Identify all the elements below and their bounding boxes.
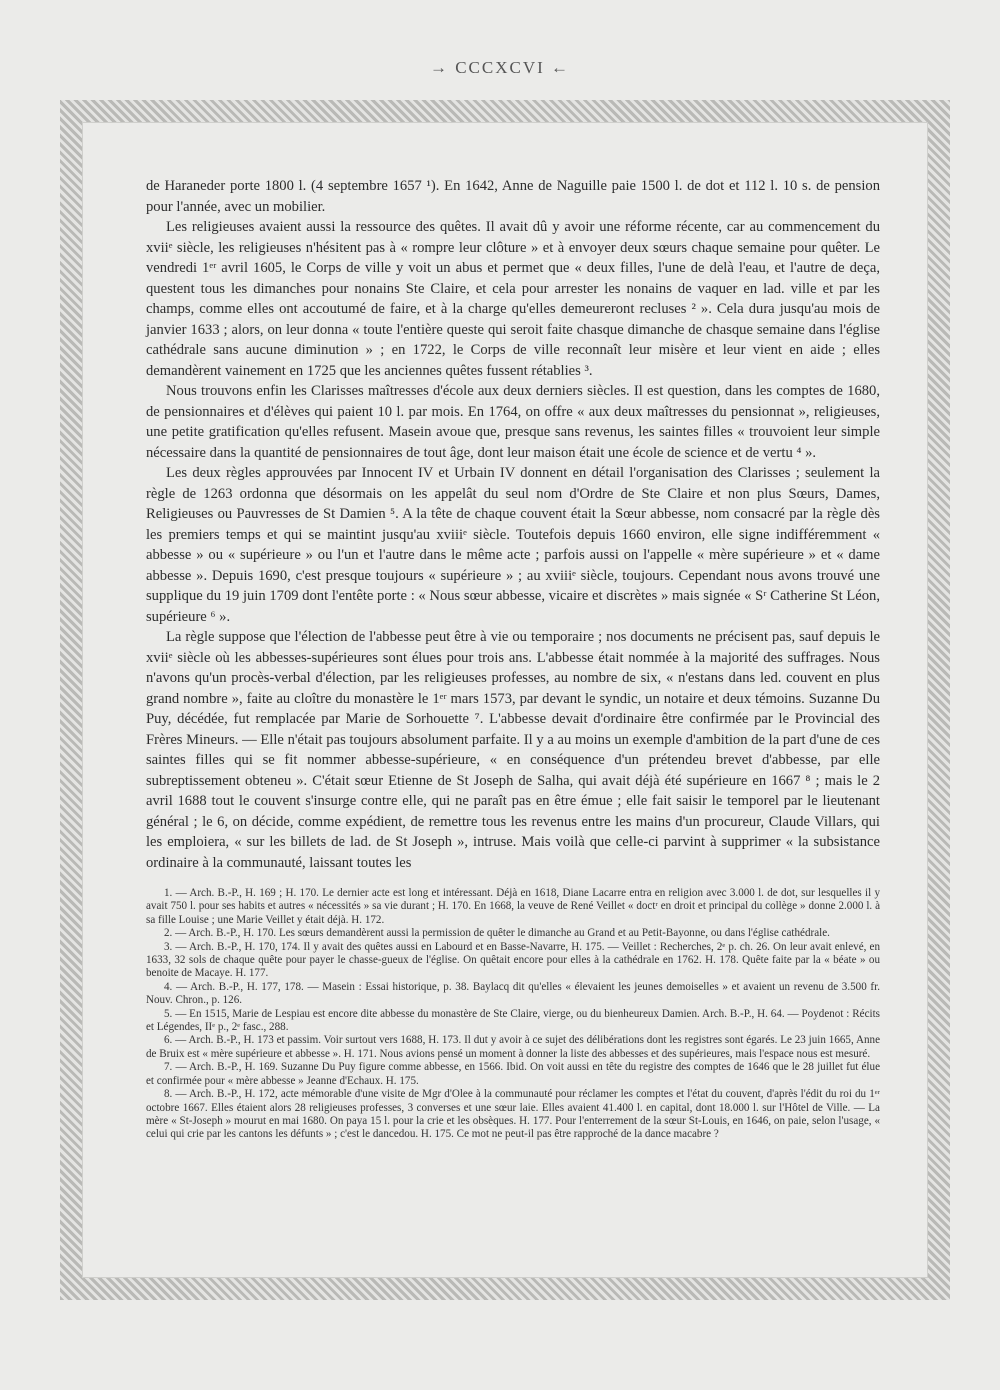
footnote: 6. — Arch. B.-P., H. 173 et passim. Voir surtout vers 1688, H. 173. Il dut y avoir à ce sujet des délibérations dont les registres sont égarés. Le 23 juin 1665, Anne de Bruix est « mère supérieure et abbesse ». H. 171. Nous avions pensé un moment à donner la liste des abbesses et des supérieures, mais l'espace nous est mesuré.	[146, 1034, 880, 1060]
paragraph: La règle suppose que l'élection de l'abbesse peut être à vie ou temporaire ; nos documents ne précisent pas, sauf depuis le xviiᵉ siècle où les abbesses-supérieures sont élues pour trois ans. L'abbesse était nommée à la majorité des suffrages. Nous n'avons qu'un procès-verbal d'élection, par les religieuses professes, au nombre de six, « n'estans dans led. couvent en plus grand nombre », faite au cloître du monastère le 1ᵉʳ mars 1573, par devant le syndic, un notaire et deux témoins. Suzanne Du Puy, décédée, fut remplacée par Marie de Sorhouette ⁷. L'abbesse devait d'ordinaire être confirmée par le Provincial des Frères Mineurs. — Elle n'était pas toujours absolument parfaite. Il y a au moins un exemple d'ambition de la part d'une de ces saintes filles qui se fit nommer abbesse-supérieure, « en conséquence d'un prétendeu brevet d'abbesse, par elle subreptissement obteneu ». C'était sœur Etienne de St Joseph de Salha, qui avait déjà été supérieure en 1667 ⁸ ; mais le 2 avril 1688 tout le couvent s'insurge contre elle, qui ne paraît pas en être émue ; elle fait saisir le temporel par le lieutenant général ; le 6, on décide, comme expédient, de remettre tous les revenus entre les mains d'un procureur, Claude Villars, qui les emploiera, « sur les billets de lad. de St Joseph », intruse. Mais voilà que celle-ci parvint à supprimer « la subsistance ordinaire à la communauté, laissant toutes les	[146, 629, 880, 871]
page-number: → CCCXCVI ←	[429, 58, 571, 77]
footnote: 1. — Arch. B.-P., H. 169 ; H. 170. Le dernier acte est long et intéressant. Déjà en 1618, Diane Lacarre entra en religion avec 3.000 l. de dot, sur lesquelles il y avait 750 l. pour ses habits et autres « nécessités » sa vie durant ; H. 170. En 1668, la veuve de René Veillet « doctʳ en droit et principal du collège » donne 2.000 l. à sa fille Louise ; une Marie Veillet y était déjà. H. 172.	[146, 887, 880, 926]
footnote: 8. — Arch. B.-P., H. 172, acte mémorable d'une visite de Mgr d'Olee à la communauté pour réclamer les comptes et l'état du couvent, d'après l'édit du roi du 1ᵉʳ octobre 1667. Elles étaient alors 28 religieuses professes, 3 converses et une sœur laie. Elles avaient 41.400 l. en capital, dont 18.000 l. sur l'Hôtel de Ville. — La mère « St-Joseph » mourut en mai 1680. On paya 15 l. pour la crie et les obsèques. H. 177. Pour l'enterrement de la sœur St-Louis, en 1646, on paie, selon l'usage, « celui qui crie par les cantons les défunts » ; c'est le dancedou. H. 175. Ce mot ne peut-il pas être rapproché de la dance macabre ?	[146, 1088, 880, 1141]
paragraph: Nous trouvons enfin les Clarisses maîtresses d'école aux deux derniers siècles. Il est question, dans les comptes de 1680, de pensionnaires et d'élèves qui paient 10 l. par mois. En 1764, on offre « aux deux maîtresses du pensionnat », religieuses, une petite gratification qu'elles refusent. Masein avoue que, presque sans revenus, les saintes filles « trouvoient leur simple nécessaire dans la quantité de pensionnaires de tout âge, dont leur maison était une école de science et de vertu ⁴ ».	[146, 383, 880, 461]
footnote: 2. — Arch. B.-P., H. 170. Les sœurs demandèrent aussi la permission de quêter le dimanche au Grand et au Petit-Bayonne, ou dans l'église cathédrale.	[164, 927, 830, 940]
footnote: 7. — Arch. B.-P., H. 169. Suzanne Du Puy figure comme abbesse, en 1566. Ibid. On voit aussi en tête du registre des comptes de 1646 que le 28 juillet fut élue et confirmée pour « mère abbesse » Jeanne d'Echaux. H. 175.	[146, 1061, 880, 1087]
footnotes	[146, 887, 880, 1142]
body-text	[146, 176, 880, 873]
footnote: 5. — En 1515, Marie de Lespiau est encore dite abbesse du monastère de Ste Claire, vierge, ou du bienheureux Damien. Arch. B.-P., H. 64. — Poydenot : Récits et Légendes, IIᵉ p., 2ᵉ fasc., 288.	[146, 1007, 880, 1034]
paragraph: Les religieuses avaient aussi la ressource des quêtes. Il avait dû y avoir une réforme récente, car au commencement du xviiᵉ siècle, les religieuses n'hésitent pas à « rompre leur clôture » et à envoyer deux sœurs chaque semaine pour quêter. Le vendredi 1ᵉʳ avril 1605, le Corps de ville y voit un abus et permet que « deux filles, l'une de delà l'eau, et l'autre de deça, questent tous les dimanches pour nonains Ste Claire, et cela pour arrester les nonains de vaquer en lad. ville et par les champs, comme elles ont accoutumé de faire, et à la charge qu'elles demeureront recluses ² ». Cela dura jusqu'au mois de janvier 1633 ; alors, on leur donna « toute l'entière queste qui seroit faite chasque dimanche de chasque semaine dans l'église cathédrale sans aucune diminution » ; en 1722, le Corps de ville reconnaît leur misère et leur vient en aide ; elles demandèrent vainement en 1725 que les anciennes quêtes fussent rétablies ³.	[146, 219, 880, 379]
paragraph: de Haraneder porte 1800 l. (4 septembre 1657 ¹). En 1642, Anne de Naguille paie 1500 l. de dot et 112 l. 10 s. de pension pour l'année, avec un mobilier.	[146, 178, 880, 215]
paragraph: Les deux règles approuvées par Innocent IV et Urbain IV donnent en détail l'organisation des Clarisses ; seulement la règle de 1263 ordonna que désormais on les appelât du seul nom d'Ordre de Ste Claire et non plus Sœurs, Dames, Religieuses ou Pauvresses de St Damien ⁵. A la tête de chaque couvent était la Sœur abbesse, nom consacré par la règle dès les premiers temps et qui se maintint jusqu'au xviiiᵉ siècle. Toutefois depuis 1660 environ, elle signe indifféremment « abbesse » ou « supérieure » ou l'un et l'autre dans le même acte ; parfois aussi on l'appelle « mère supérieure » et « dame abbesse ». Depuis 1690, c'est presque toujours « supérieure » ; au xviiiᵉ siècle, toujours. Cependant nous avons trouvé une supplique du 19 juin 1709 dont l'entête porte : « Nous sœur abbesse, vicaire et discrètes » mais signée « Sʳ Catherine St Léon, supérieure ⁶ ».	[146, 465, 880, 625]
footnote: 3. — Arch. B.-P., H. 170, 174. Il y avait des quêtes aussi en Labourd et en Basse-Navarre, H. 175. — Veillet : Recherches, 2ᵉ p. ch. 26. On leur avait enlevé, en 1633, 32 sols de chaque quête pour payer le chasse-gueux de l'église. On quêtait encore pour elles à la cathédrale en 1762. H. 178. Quête faite par la « béate » ou benoite de Macaye. H. 177.	[146, 940, 880, 980]
page-content	[146, 176, 880, 1142]
footnote: 4. — Arch. B.-P., H. 177, 178. — Masein : Essai historique, p. 38. Baylacq dit qu'elles « élevaient les jeunes demoiselles » et avaient un revenu de 3.500 fr. Nouv. Chron., p. 126.	[146, 980, 880, 1007]
